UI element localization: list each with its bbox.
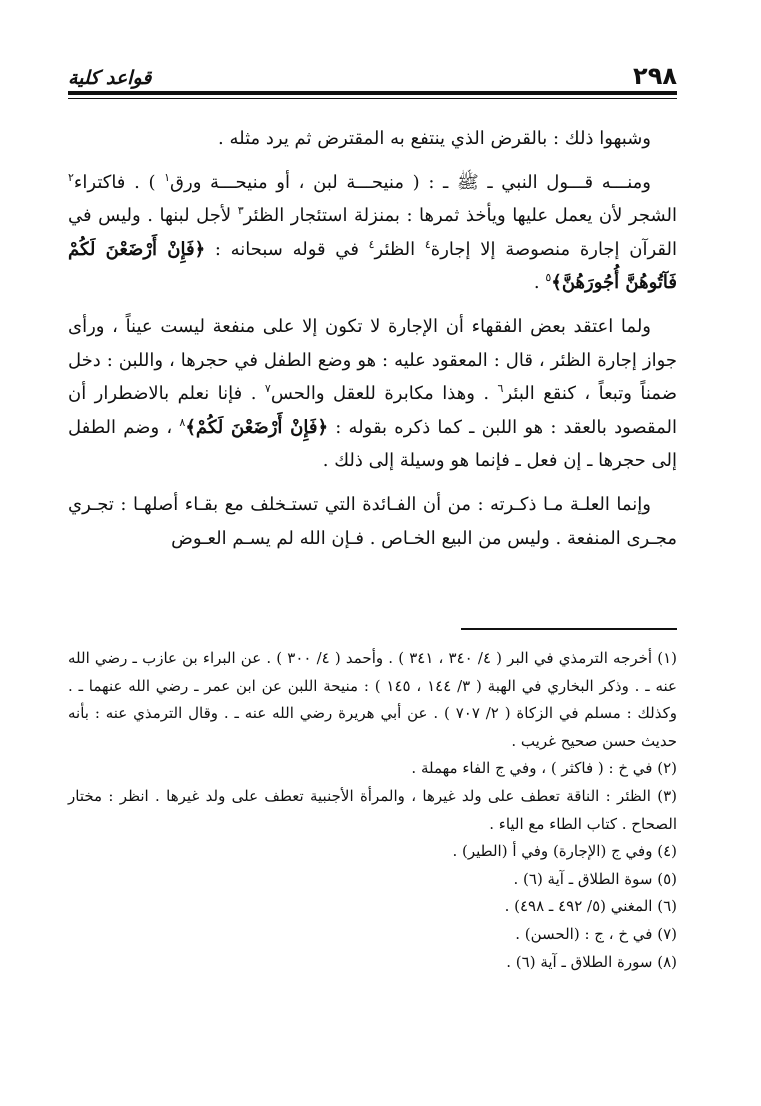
header-rule-thin (68, 98, 677, 99)
paragraph: وإنما العلـة مـا ذكـرته : من أن الفـائدة التي تستـخلف مع بقـاء أصلهـا : تجـري مجـرى المنفعة . وليس من البيع الخـاص . فـإن الله لم يسـم العـوض (68, 493, 677, 549)
footnote: (٨) سورة الطلاق ـ آية (٦) . (506, 952, 677, 971)
footnote: (٥) سوة الطلاق ـ آية (٦) . (513, 869, 677, 888)
footnote-ref: ٤ (424, 237, 431, 251)
footnote-separator (461, 628, 677, 630)
footnote-ref: ٤ (368, 237, 375, 251)
footnote-ref: ٢ (68, 170, 74, 184)
footnote: (٤) وفي ج (الإجارة) وفي أ (الطير) . (452, 842, 677, 861)
footnote-ref: ٧ (264, 382, 271, 396)
paragraph: ولما اعتقد بعض الفقهاء أن الإجارة لا تكون إلا على منفعة ليست عيناً ، ورأى جواز إجارة الظئر ، قال : المعقود عليه : هو وضع الطفل في حجرها ، واللبن : دخل ضمناً وتبعاً ، كنقع البئر$^٦$ . وهذا مكابرة للعقل والحس$^٧$ . فإنا نعلم بالاضطرار أن المقصود بالعقد : هو اللبن ـ كما ذكره بقوله : ﴿فَإِنْ أَرْضَعْنَ لَكُمْ﴾$^٨$ ، وضم الطفل إلى حجرها ـ إن فعل ـ فإنما هو وسيلة إلى ذلك . (68, 315, 678, 472)
page-number: ٢٩٨ (633, 62, 677, 90)
footnote: (٦) المغني (٥/ ٤٩٢ ـ ٤٩٨) . (504, 897, 677, 916)
footnote-ref: ٣ (237, 204, 244, 218)
footnote: (١) أخرجه الترمذي في البر ( ٤/ ٣٤٠ ، ٣٤١ ) . وأحمد ( ٤/ ٣٠٠ ) . عن البراء بن عازب ـ رضي الله عنه ـ . وذكر البخاري في الهبة ( ٣/ ١٤٤ ، ١٤٥ ) : منيحة اللبن عن ابن عمر ـ رضي الله عنهما ـ . وكذلك : مسلم في الزكاة ( ٢/ ٧٠٧ ) . عن أبي هريرة رضي الله عنه ـ . وقال الترمذي عنه : بأنه حديث حسن صحيح غريب . (68, 649, 677, 750)
quran-verse: ﴿فَإِنْ أَرْضَعْنَ لَكُمْ فَآتُوهُنَّ أُجُورَهُنَّ﴾ (68, 238, 677, 294)
footnotes (68, 645, 677, 976)
footnote-ref: ٥ (545, 271, 552, 285)
footnote: (٣) الظئر : الناقة تعطف على ولد غيرها ، والمرأة الأجنبية تعطف على ولد غيرها . انظر : مختار الصحاح . كتاب الطاء مع الياء . (68, 786, 677, 833)
main-text (68, 122, 677, 565)
footnote-ref: ١ (164, 170, 171, 184)
running-title: قواعد كلية (68, 67, 152, 89)
page-header (68, 50, 677, 88)
footnote: (٢) في خ : ( فاكثر ) ، وفي ج الفاء مهملة . (411, 759, 677, 778)
quran-verse: ﴿فَإِنْ أَرْضَعْنَ لَكُمْ﴾ (185, 416, 329, 438)
paragraph: وشبهوا ذلك : بالقرض الذي ينتفع به المقترض ثم يرد مثله . (218, 128, 651, 149)
footnote: (٧) في خ ، ج : (الحسن) . (515, 924, 677, 943)
header-rule-thick (68, 91, 677, 95)
footnote-ref: ٦ (497, 382, 504, 396)
paragraph: ومنـــه قـــول النبي ـ ﷺ ـ : ( منيحـــة لبن ، أو منيحـــة ورق$^١$ ) . فاكتراء$^٢$ الشجر لأن يعمل عليها ويأخذ ثمرها : بمنزلة استئجار الظئر$^٣$ لأجل لبنها . وليس في القرآن إجارة منصوصة إلا إجارة$^٤$ الظئر$^٤$ في قوله سبحانه : ﴿فَإِنْ أَرْضَعْنَ لَكُمْ فَآتُوهُنَّ أُجُورَهُنَّ﴾$^٥$ . (68, 170, 677, 294)
footnote-ref: ٨ (179, 415, 186, 429)
